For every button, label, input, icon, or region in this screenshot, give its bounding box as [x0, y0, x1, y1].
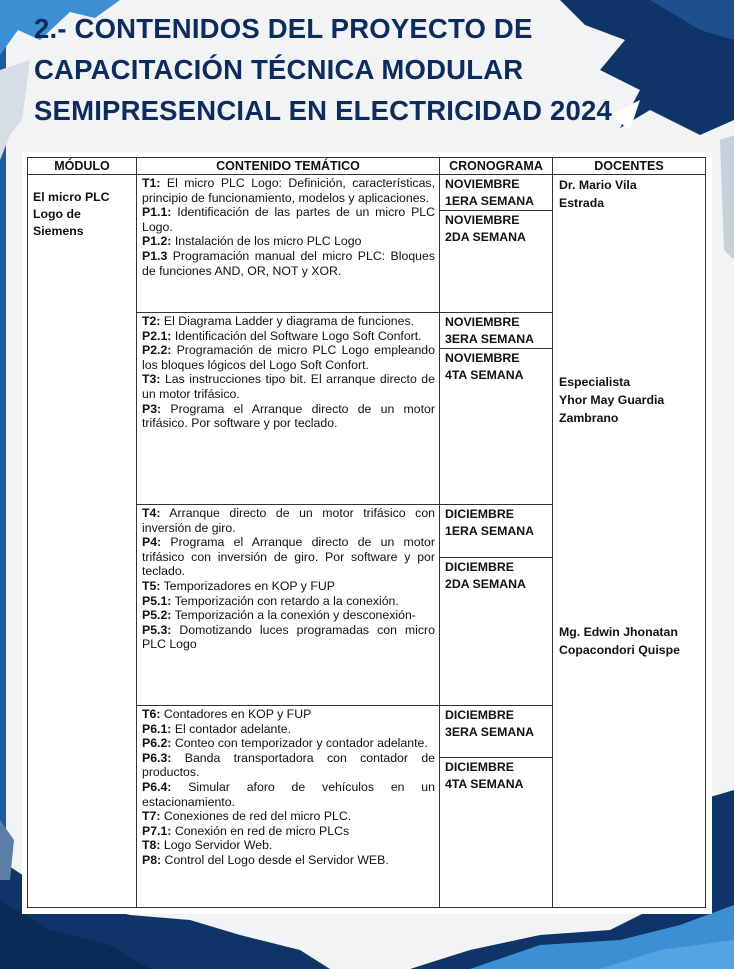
content-table-card: [22, 152, 712, 914]
header-cronograma: CRONOGRAMA: [440, 158, 553, 175]
schedule-week: NOVIEMBRE 1ERA SEMANA: [440, 175, 552, 211]
topic-item: P6.2: Conteo con temporizador y contador adelante.: [142, 736, 428, 751]
topic-item: T8: Logo Servidor Web.: [142, 838, 273, 853]
title-line-3: SEMIPRESENCIAL EN ELECTRICIDAD 2024: [34, 95, 613, 126]
module-name: El micro PLC Logo de Siemens: [28, 175, 137, 908]
teacher-2: Especialista Yhor May Guardia Zambrano: [559, 375, 665, 425]
title-line-1: 2.- CONTENIDOS DEL PROYECTO DE: [34, 13, 533, 44]
topic-item: T3: Las instrucciones tipo bit. El arranque directo de un motor trifásico.: [142, 372, 435, 401]
content-table: [27, 157, 706, 908]
schedule-week: DICIEMBRE 4TA SEMANA: [445, 760, 524, 791]
topic-item: T7: Conexiones de red del micro PLC.: [142, 809, 352, 824]
topic-item: P5.3: Domotizando luces programadas con micro PLC Logo: [142, 622, 435, 652]
header-docentes: DOCENTES: [553, 158, 706, 175]
topic-item: P8: Control del Logo desde el Servidor WEB.: [142, 852, 389, 867]
topic-item: P6.1: El contador adelante.: [142, 721, 292, 736]
topic-item: P5.2: Temporización a la conexión y desconexión-: [142, 608, 416, 623]
header-modulo: MÓDULO: [28, 158, 137, 175]
page-title: [34, 8, 694, 131]
schedule-week: NOVIEMBRE 4TA SEMANA: [445, 351, 524, 382]
topic-item: T1: El micro PLC Logo: Definición, características, principio de funcionamiento, modelos y aplicaciones.: [142, 176, 435, 205]
header-contenido: CONTENIDO TEMÁTICO: [137, 158, 440, 175]
topic-item: P1.2: Instalación de los micro PLC Logo: [142, 234, 362, 249]
topic-item: T5: Temporizadores en KOP y FUP: [142, 578, 335, 593]
topic-item: P7.1: Conexión en red de micro PLCs: [142, 823, 350, 838]
topic-item: P1.3 Programación manual del micro PLC: Bloques de funciones AND, OR, NOT y XOR.: [142, 248, 435, 278]
schedule-week: DICIEMBRE 1ERA SEMANA: [440, 505, 552, 558]
topic-item: T2: El Diagrama Ladder y diagrama de funciones.: [142, 314, 415, 328]
teachers-column: [553, 175, 706, 908]
topic-item: P3: Programa el Arranque directo de un motor trifásico. Por software y por teclado.: [142, 401, 435, 431]
topic-item: P6.4: Simular aforo de vehículos en un estacionamiento.: [142, 779, 435, 809]
table-row: [28, 175, 706, 313]
topic-item: P6.3: Banda transportadora con contador de productos.: [142, 750, 435, 780]
schedule-group-3: [440, 505, 553, 706]
schedule-week: NOVIEMBRE 3ERA SEMANA: [440, 313, 552, 349]
schedule-group-4: [440, 706, 553, 908]
topic-item: T6: Contadores en KOP y FUP: [142, 707, 312, 721]
teacher-1: Dr. Mario Vila Estrada: [559, 178, 637, 210]
topic-item: P5.1: Temporización con retardo a la conexión.: [142, 593, 399, 608]
topic-item: P2.1: Identificación del Software Logo Soft Confort.: [142, 328, 422, 343]
topic-group-1: [137, 175, 440, 313]
schedule-week: DICIEMBRE 2DA SEMANA: [445, 560, 526, 591]
topic-item: T4: Arranque directo de un motor trifásico con inversión de giro.: [142, 506, 435, 535]
topic-item: P1.1: Identificación de las partes de un micro PLC Logo.: [142, 205, 435, 234]
topic-group-2: [137, 313, 440, 505]
teacher-3: Mg. Edwin Jhonatan Copacondori Quispe: [559, 625, 680, 657]
topic-group-4: [137, 706, 440, 908]
topic-item: P2.2: Programación de micro PLC Logo empleando los bloques lógicos del Logo Soft Confort.: [142, 343, 435, 372]
schedule-group-1: [440, 175, 553, 313]
topic-group-3: [137, 505, 440, 706]
schedule-week: NOVIEMBRE 2DA SEMANA: [445, 213, 526, 244]
schedule-group-2: [440, 313, 553, 505]
title-line-2: CAPACITACIÓN TÉCNICA MODULAR: [34, 54, 524, 85]
topic-item: P4: Programa el Arranque directo de un motor trifásico con inversión de giro. Por software y por teclado.: [142, 535, 435, 579]
schedule-week: DICIEMBRE 3ERA SEMANA: [440, 706, 552, 758]
